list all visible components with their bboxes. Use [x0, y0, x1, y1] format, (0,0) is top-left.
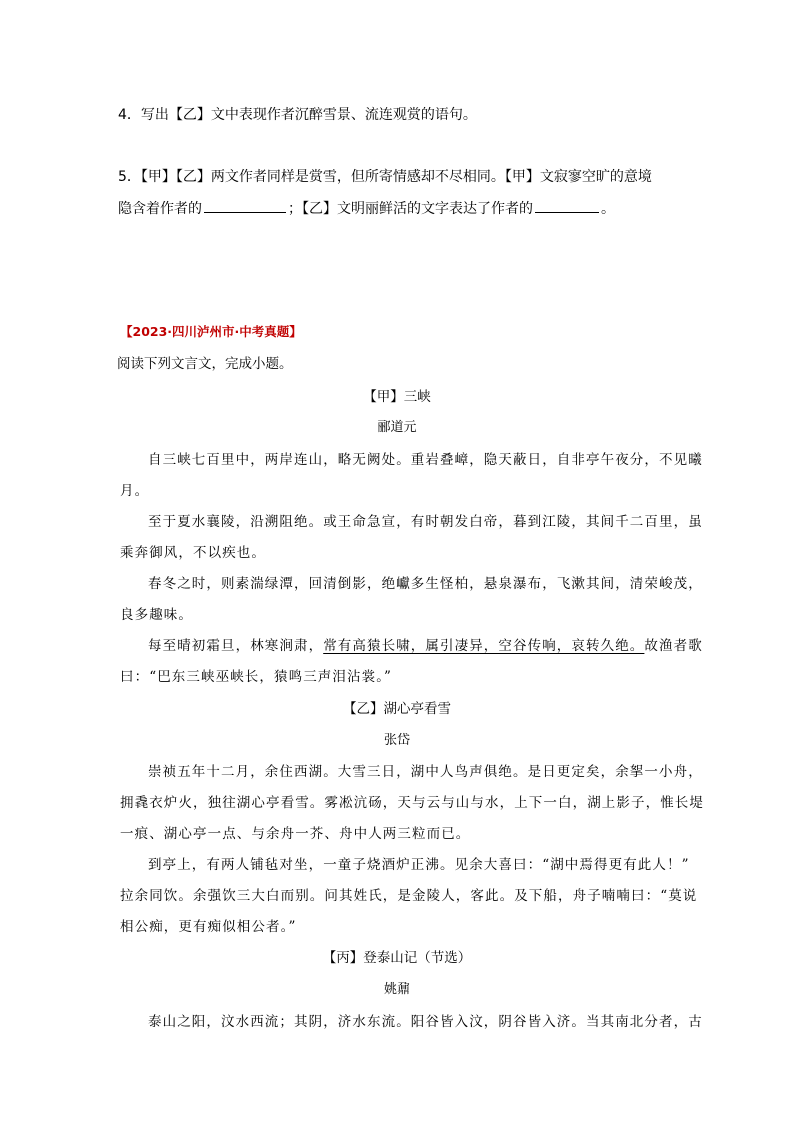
jia-line-2: 月。	[120, 483, 150, 499]
q5-text-b: ；【乙】文明丽鲜活的文字表达了作者的	[288, 201, 533, 217]
question-5-line-2	[118, 198, 615, 218]
yi-line-4: 到亭上，有两人铺毡对坐，一童子烧酒炉正沸。见余大喜曰：“湖中焉得更有此人！”	[148, 857, 690, 873]
source-tag: 【2023·四川泸州市·中考真题】	[120, 324, 302, 339]
bing-author: 姚鼐	[383, 982, 410, 997]
instruction: 阅读下列文言文，完成小题。	[117, 356, 293, 372]
jia-line-5: 春冬之时，则素湍绿潭，回清倒影，绝巘多生怪柏，悬泉瀑布，飞漱其间，清荣峻茂，	[148, 576, 703, 592]
jia-line-8: 曰：“巴东三峡巫峡长，猿鸣三声泪沾裳。”	[120, 669, 393, 685]
yi-line-3: 一痕、湖心亭一点、与余舟一芥、舟中人两三粒而已。	[120, 826, 471, 842]
bing-line-1: 泰山之阳，汶水西流；其阴，济水东流。阳谷皆入汶，阴谷皆入济。当其南北分者，古	[148, 1014, 703, 1030]
jia-line-7-a: 每至晴初霜旦，林寒涧肃，	[148, 638, 324, 654]
q5-text-a: 隐含着作者的	[118, 201, 202, 217]
jia-line-7	[148, 634, 704, 654]
question-5-line-1: 5．【甲】【乙】两文作者同样是赏雪，但所寄情感却不尽相同。【甲】文寂寥空旷的意境	[118, 169, 652, 185]
yi-line-5: 拉余同饮。余强饮三大白而别。问其姓氏，是金陵人，客此。及下船，舟子喃喃曰：“莫说	[120, 888, 698, 904]
jia-title: 【甲】三峡	[363, 389, 431, 405]
bing-title: 【丙】登泰山记（节选）	[322, 950, 472, 966]
answer-blank-2[interactable]	[535, 198, 599, 213]
jia-line-6: 良多趣味。	[120, 607, 193, 623]
q5-text-c: 。	[601, 201, 615, 217]
underlined-sentence: 常有高猿长啸，属引凄异，空谷传响，哀转久绝。	[323, 638, 645, 654]
jia-line-7-c: 故渔者歌	[644, 638, 703, 654]
yi-line-6: 相公痴，更有痴似相公者。”	[120, 919, 297, 935]
answer-blank-1[interactable]	[204, 198, 286, 213]
yi-line-1: 崇祯五年十二月，余住西湖。大雪三日，湖中人鸟声俱绝。是日更定矣，余挐一小舟，	[148, 764, 703, 780]
yi-title: 【乙】湖心亭看雪	[343, 701, 451, 717]
jia-author: 郦道元	[377, 420, 417, 435]
jia-line-1: 自三峡七百里中，两岸连山，略无阙处。重岩叠嶂，隐天蔽日，自非亭午夜分，不见曦	[148, 452, 703, 468]
jia-line-3: 至于夏水襄陵，沿溯阻绝。或王命急宣，有时朝发白帝，暮到江陵，其间千二百里，虽	[148, 514, 703, 530]
question-4: 4．写出【乙】文中表现作者沉醉雪景、流连观赏的语句。	[118, 107, 477, 123]
jia-line-4: 乘奔御风，不以疾也。	[120, 545, 266, 561]
yi-author: 张岱	[383, 733, 410, 748]
yi-line-2: 拥毳衣炉火，独往湖心亭看雪。雾凇沆砀，天与云与山与水，上下一白，湖上影子，惟长堤	[120, 795, 704, 811]
